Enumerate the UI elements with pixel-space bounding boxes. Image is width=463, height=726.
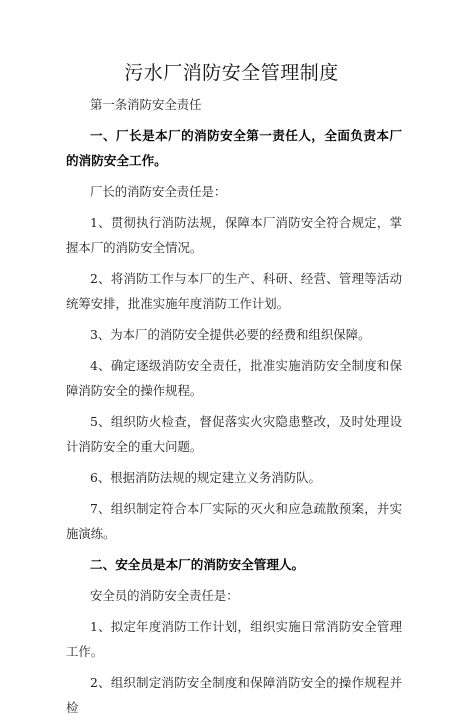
section-heading: 第一条消防安全责任: [90, 97, 202, 112]
paragraph: 厂长的消防安全责任是：: [90, 184, 227, 199]
document-body: [66, 92, 402, 726]
paragraph: 2、将消防工作与本厂的生产、科研、经营、管理等活动统筹安排，批准实施年度消防工作计划。: [66, 271, 402, 311]
paragraph: 安全员的消防安全责任是：: [90, 588, 239, 603]
paragraph: 2、组织制定消防安全制度和保障消防安全的操作规程并检: [66, 675, 402, 715]
bold-paragraph: 二、安全员是本厂的消防安全管理人。: [90, 557, 305, 572]
paragraph: 3、为本厂的消防安全提供必要的经费和组织保障。: [90, 327, 371, 342]
paragraph: 4、确定逐级消防安全责任，批准实施消防安全制度和保障消防安全的操作规程。: [66, 358, 402, 398]
paragraph: 1、贯彻执行消防法规，保障本厂消防安全符合规定，掌握本厂的消防安全情况。: [66, 215, 402, 255]
paragraph: 5、组织防火检查，督促落实火灾隐患整改，及时处理设计消防安全的重大问题。: [66, 414, 402, 454]
paragraph: 6、根据消防法规的规定建立义务消防队。: [90, 470, 321, 485]
document-title: 污水厂消防安全管理制度: [124, 62, 339, 84]
paragraph: 7、组织制定符合本厂实际的灭火和应急疏散预案，并实施演练。: [66, 501, 402, 541]
bold-paragraph: 一、厂长是本厂的消防安全第一责任人，全面负责本厂的消防安全工作。: [66, 128, 402, 168]
paragraph: 1、拟定年度消防工作计划，组织实施日常消防安全管理工作。: [66, 619, 402, 659]
